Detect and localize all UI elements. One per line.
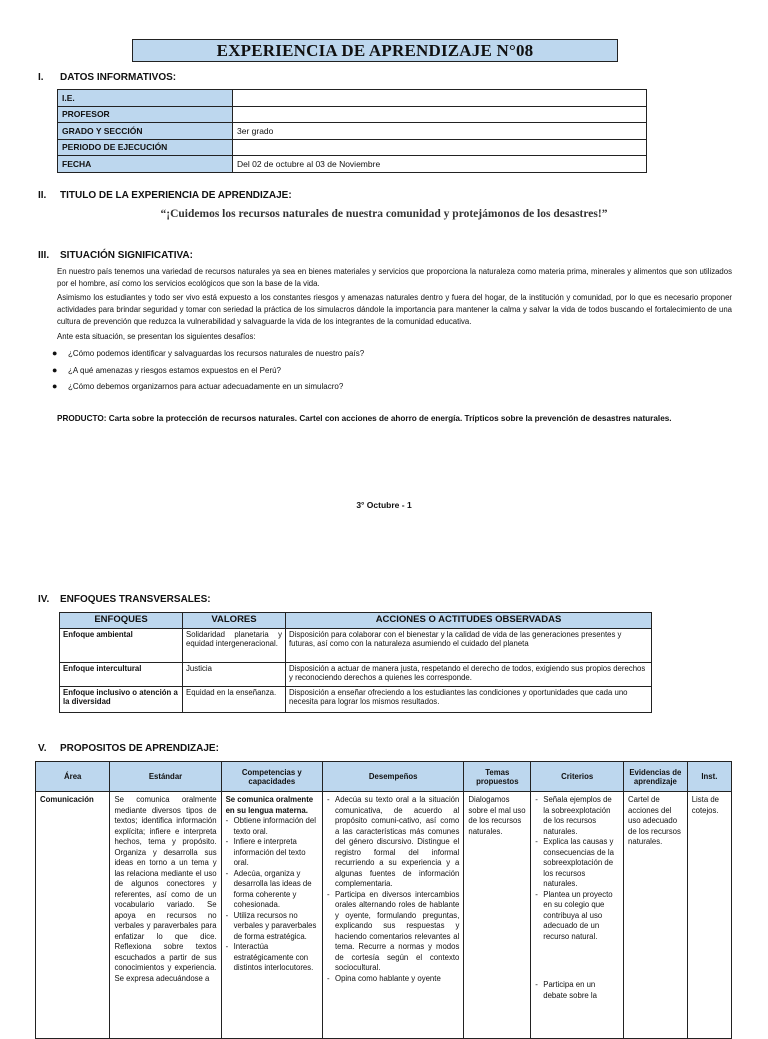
info-value: Del 02 de octubre al 03 de Noviembre	[233, 156, 647, 173]
info-value	[233, 90, 647, 107]
info-label: GRADO Y SECCIÓN	[58, 123, 233, 140]
table-row	[58, 90, 647, 107]
valor-cell: Equidad en la enseñanza.	[183, 687, 286, 713]
table-row	[58, 139, 647, 156]
info-value	[233, 139, 647, 156]
section-enfoques	[38, 594, 211, 605]
criterios-cell	[531, 792, 624, 1039]
info-table	[57, 89, 647, 173]
list-item: - Explica las causas y consecuencias de la sobreexplotación de los recursos naturales.	[535, 837, 619, 890]
section-number: I.	[38, 72, 44, 83]
table-row	[60, 663, 652, 687]
accion-cell: Disposición a actuar de manera justa, respetando el derecho de todos, exigiendo sus propios derechos y reconociendo derechos a quienes les corresponde.	[286, 663, 652, 687]
valor-cell: Justicia	[183, 663, 286, 687]
list-item: - Participa en diversos intercambios orales alternando roles de hablante y oyente, formulando preguntas, explicando sus respuestas y haciendo comentarios relevantes al tema. Recurre a normas y modos de cortesía según el contexto sociocultural.	[327, 890, 459, 974]
table-row	[58, 106, 647, 123]
table-row	[60, 687, 652, 713]
competencia-title: Se comunica oralmente en su lengua materna.	[225, 795, 314, 815]
section-label: ENFOQUES TRANSVERSALES:	[60, 594, 211, 605]
valor-cell: Solidaridad planetaria y equidad intergeneracional.	[183, 629, 286, 663]
section-label: DATOS INFORMATIVOS:	[60, 72, 177, 83]
list-item: - Señala ejemplos de la sobreexplotación de los recursos naturales.	[535, 795, 619, 837]
column-header: Estándar	[110, 762, 221, 792]
bullet-icon: ●	[52, 348, 58, 358]
table-row	[58, 123, 647, 140]
column-header: ENFOQUES	[60, 613, 183, 629]
column-header: VALORES	[183, 613, 286, 629]
section-number: IV.	[38, 594, 50, 605]
criterios-list	[535, 795, 619, 1001]
section-datos-informativos	[38, 72, 176, 83]
column-header: Evidencias de aprendizaje	[624, 762, 688, 792]
info-value: 3er grado	[233, 123, 647, 140]
list-item: - Interactúa estratégicamente con distintos interlocutores.	[226, 942, 318, 974]
section-number: II.	[38, 190, 47, 201]
column-header: Inst.	[687, 762, 731, 792]
evidencias-cell: Cartel de acciones del uso adecuado de los recursos naturales.	[624, 792, 688, 1039]
inst-cell: Lista de cotejos.	[687, 792, 731, 1039]
challenge-item: ● ¿A qué amenazas y riesgos estamos expuestos en el Perú?	[52, 365, 282, 375]
desempenos-cell	[323, 792, 464, 1039]
temas-cell: Dialogamos sobre el mal uso de los recursos naturales.	[464, 792, 531, 1039]
accion-cell: Disposición para colaborar con el bienestar y la calidad de vida de las generaciones presentes y futuras, así como con la naturaleza asumiendo el cuidado del planeta	[286, 629, 652, 663]
section-titulo	[38, 190, 292, 201]
area-cell: Comunicación	[36, 792, 110, 1039]
challenge-item: ● ¿Cómo podemos identificar y salvaguardas los recursos naturales de nuestro país?	[52, 348, 365, 358]
list-item: - Adecúa, organiza y desarrolla las ideas de forma coherente y cohesionada.	[226, 869, 318, 911]
list-item: - Adecúa su texto oral a la situación comunicativa, de acuerdo al propósito comuni-cativo, así como a las características más comunes del género discursivo. Distingue el registro formal del informal recurriendo a su experiencia y a algunas fuentes de información complementaria.	[327, 795, 459, 890]
section-situacion	[38, 250, 193, 261]
product-line: PRODUCTO: Carta sobre la protección de recursos naturales. Cartel con acciones de ahorro de energía. Trípticos sobre la prevención de desastres naturales.	[57, 414, 672, 423]
accion-cell: Disposición a enseñar ofreciendo a los estudiantes las condiciones y oportunidades que cada uno necesita para lograr los mismos resultados.	[286, 687, 652, 713]
section-label: SITUACIÓN SIGNIFICATIVA:	[60, 250, 193, 261]
enfoque-cell: Enfoque inclusivo o atención a la diversidad	[60, 687, 183, 713]
situation-paragraph-3: Ante esta situación, se presentan los siguientes desafíos:	[57, 332, 256, 341]
desempenos-list	[327, 795, 459, 984]
section-propositos	[38, 743, 219, 754]
info-label: FECHA	[58, 156, 233, 173]
table-header-row	[36, 762, 732, 792]
list-item: - Utiliza recursos no verbales y paraverbales de forma estratégica.	[226, 911, 318, 943]
enfoques-table	[59, 612, 652, 713]
list-item: - Participa en un debate sobre la	[535, 980, 619, 1001]
bullet-icon: ●	[52, 365, 58, 375]
section-label: TITULO DE LA EXPERIENCIA DE APRENDIZAJE:	[60, 190, 292, 201]
propositos-table	[35, 761, 732, 1039]
bullet-icon: ●	[52, 381, 58, 391]
enfoque-cell: Enfoque intercultural	[60, 663, 183, 687]
situation-paragraph-2: Asimismo los estudiantes y todo ser vivo está expuesto a los constantes riesgos y amenazas naturales dentro y fuera del hogar, de la institución y comunidad, por lo que es necesario proponer actividades para brindar seguridad y tomar con seriedad la práctica de los simulacros dándole la importancia para mantener la calma y salvar la vida de todos buscando el fortalecimiento de una cultura de prevención que reduzca la vulnerabilidad y salvaguarde la vida de los integrantes de la comunidad educativa.	[57, 293, 732, 327]
competencias-cell	[221, 792, 322, 1039]
table-row	[60, 629, 652, 663]
table-row	[36, 792, 732, 1039]
list-item: - Obtiene información del texto oral.	[226, 816, 318, 837]
capacidades-list	[226, 816, 318, 974]
info-label: I.E.	[58, 90, 233, 107]
list-item: - Infiere e interpreta información del texto oral.	[226, 837, 318, 869]
info-value	[233, 106, 647, 123]
info-label: PERIODO DE EJECUCIÓN	[58, 139, 233, 156]
column-header: Temas propuestos	[464, 762, 531, 792]
table-header-row	[60, 613, 652, 629]
table-row	[58, 156, 647, 173]
list-item: - Plantea un proyecto en su colegio que contribuya al uso adecuado de un recurso natural.	[535, 890, 619, 943]
column-header: Criterios	[531, 762, 624, 792]
challenge-item: ● ¿Cómo debemos organizarnos para actuar adecuadamente en un simulacro?	[52, 381, 344, 391]
column-header: Área	[36, 762, 110, 792]
experience-title: “¡Cuidemos los recursos naturales de nuestra comunidad y protejámonos de los desastres!”	[160, 208, 608, 220]
date-note: 3° Octubre - 1	[356, 500, 412, 510]
column-header: Desempeños	[323, 762, 464, 792]
column-header: Competencias y capacidades	[221, 762, 322, 792]
section-label: PROPOSITOS DE APRENDIZAJE:	[60, 743, 219, 754]
estandar-cell: Se comunica oralmente mediante diversos tipos de textos; identifica información explícita; infiere e interpreta hechos, tema y propósito. Organiza y desarrolla sus ideas en torno a un tema y las relaciona mediante el uso de algunos conectores y referentes, así como de un vocabulario variado. Se apoya en recursos no verbales y paraverbales para enfatizar lo que dice. Reflexiona sobre textos escuchados a partir de sus conocimientos y experiencia. Se expresa adecuándose a	[110, 792, 221, 1039]
enfoque-cell: Enfoque ambiental	[60, 629, 183, 663]
info-label: PROFESOR	[58, 106, 233, 123]
section-number: III.	[38, 250, 50, 261]
situation-paragraph-1: En nuestro país tenemos una variedad de recursos naturales ya sea en bienes materiales y servicios que proporciona la naturaleza como materia prima, minerales y alimentos que son utilizados por el hombre, así como los servicios ecológicos que son la base de la vida.	[57, 267, 732, 289]
section-number: V.	[38, 743, 47, 754]
list-item: - Opina como hablante y oyente	[327, 974, 459, 985]
column-header: ACCIONES O ACTITUDES OBSERVADAS	[286, 613, 652, 629]
page-title: EXPERIENCIA DE APRENDIZAJE N°08	[132, 39, 618, 62]
